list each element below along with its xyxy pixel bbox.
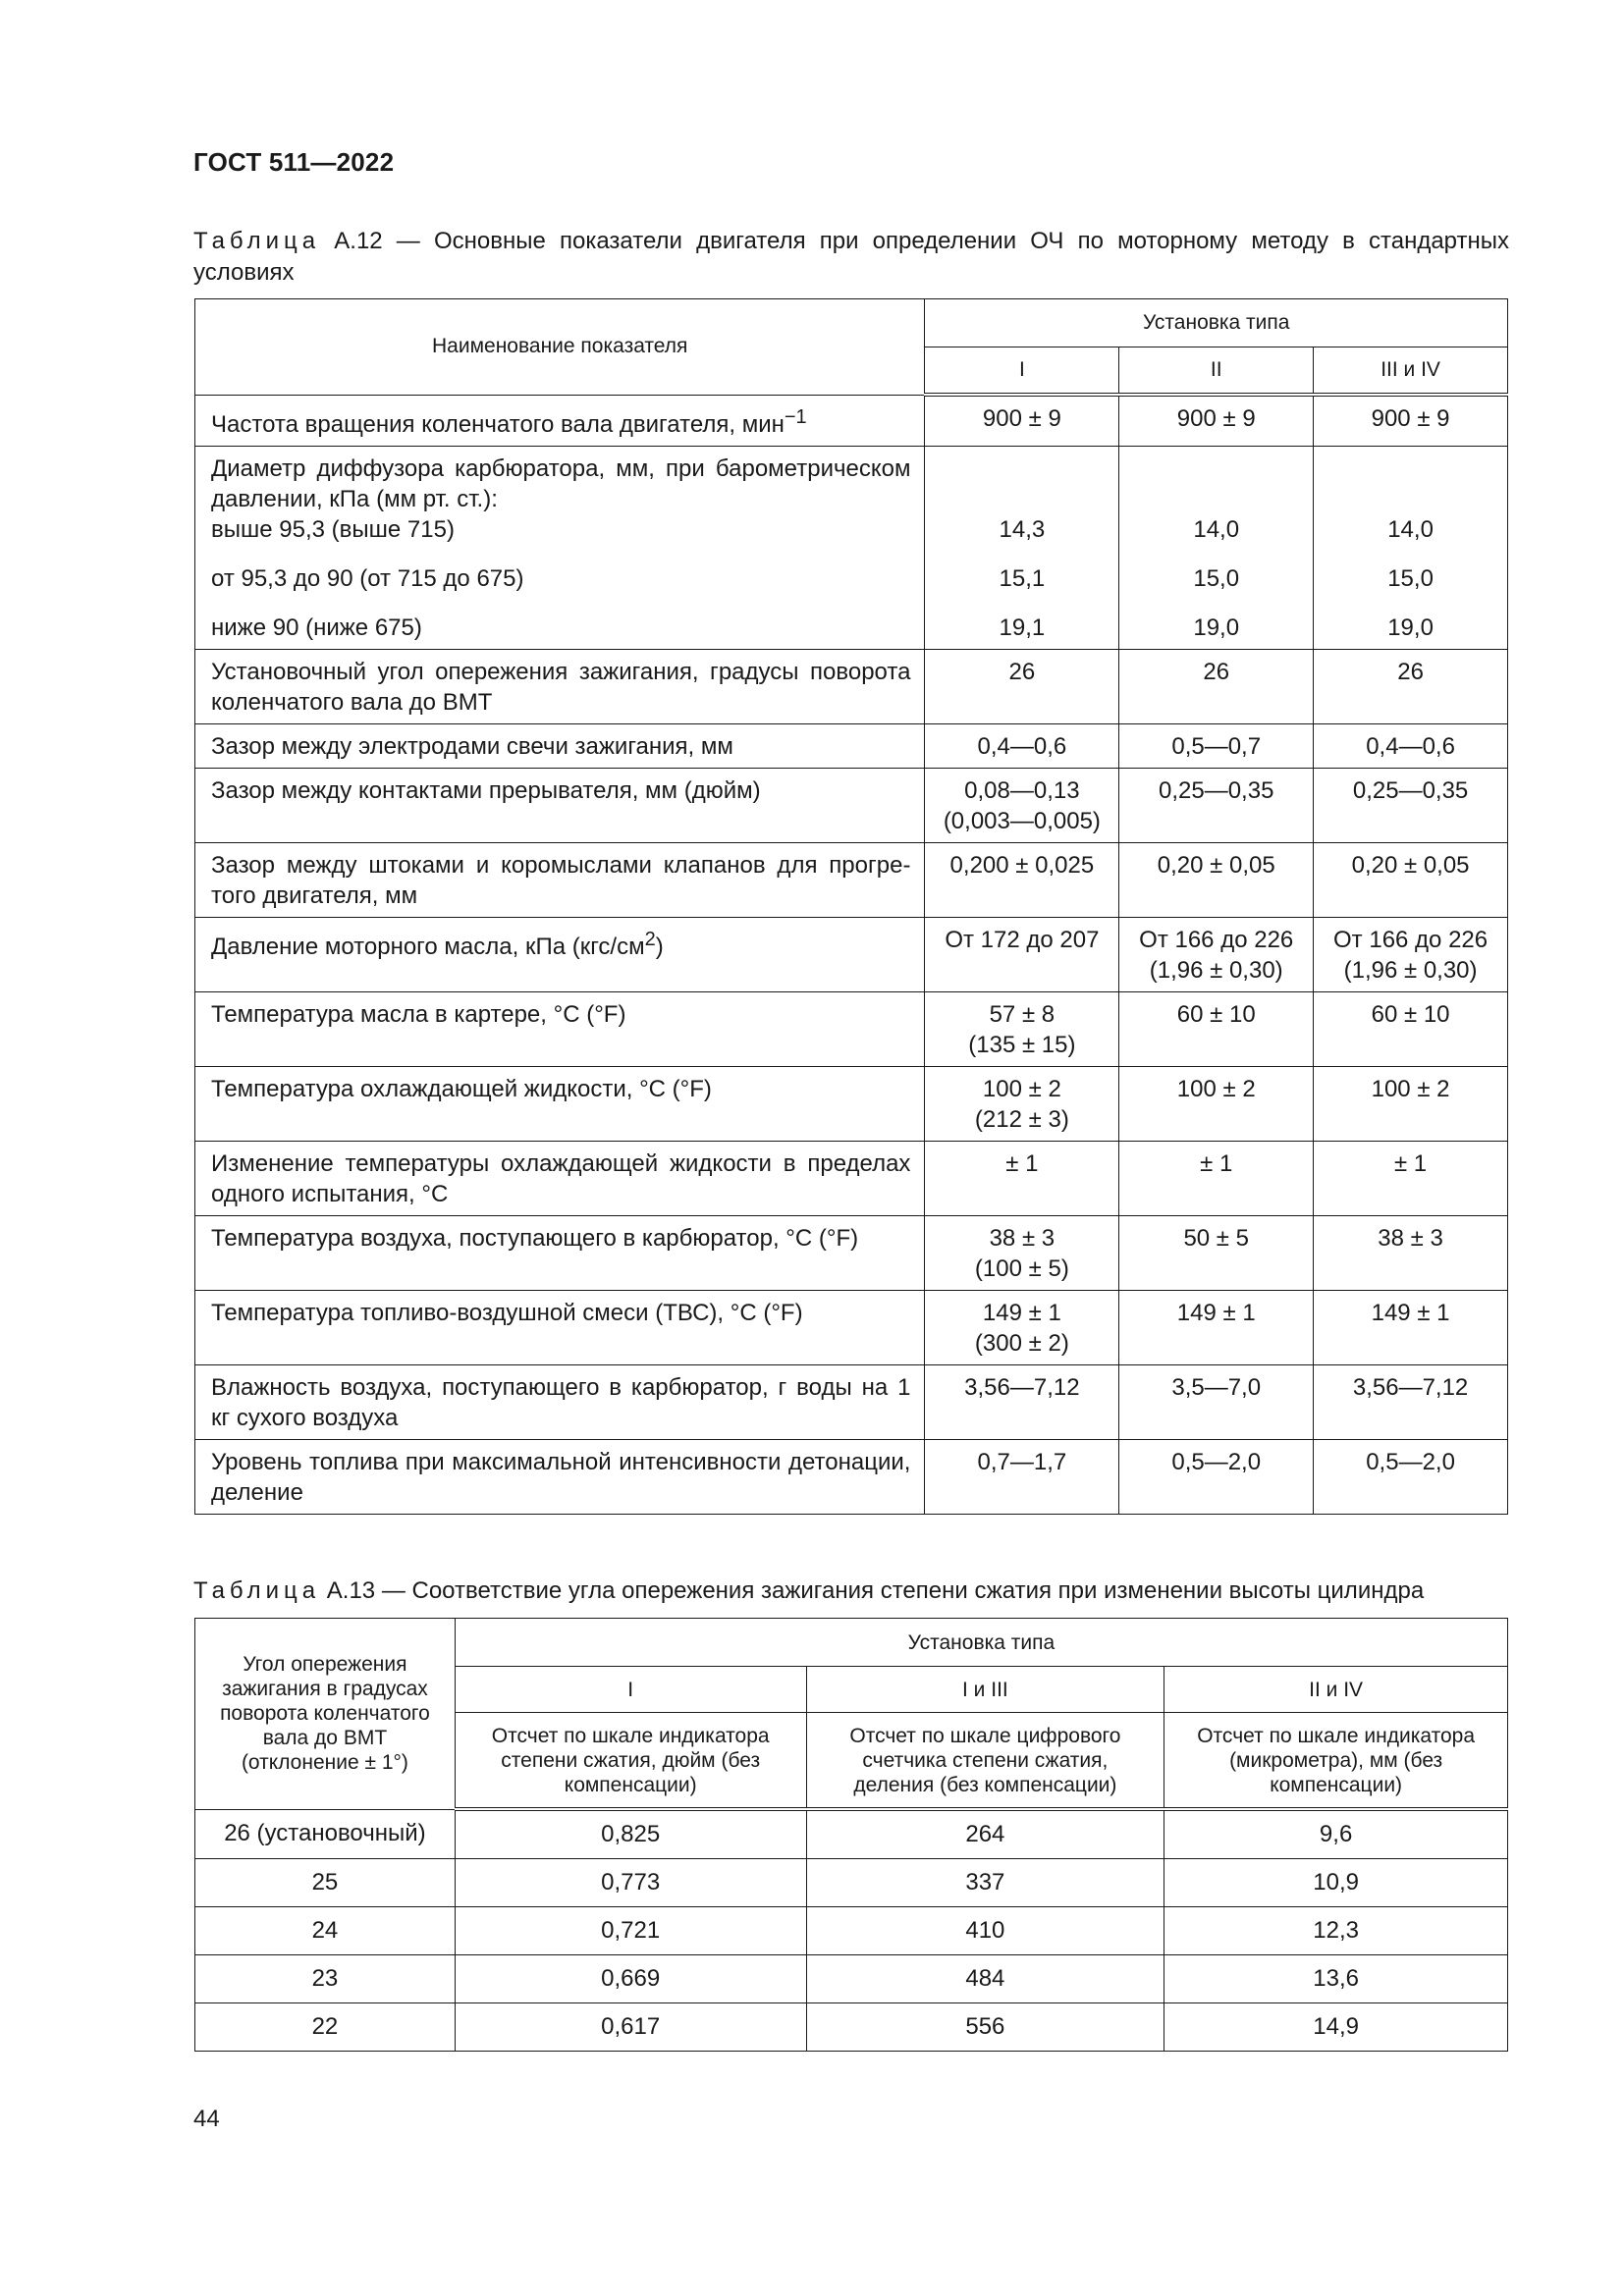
header-type-3: II и IV — [1164, 1667, 1508, 1713]
cell-value: 100 ± 2 — [1119, 1066, 1314, 1141]
superscript: −1 — [784, 405, 807, 428]
table-row — [195, 1290, 1508, 1364]
row-label: Диаметр диффузора карбюратора, мм, при барометрическом давлении, кПа (мм рт. ст.): — [211, 454, 911, 512]
table-a13-caption — [193, 1575, 1509, 1607]
table-row — [195, 446, 1508, 649]
row-label: Температура охлаждающей жидкости, °С (°F) — [195, 1066, 925, 1141]
header-desc-3: Отсчет по шкале индикатора (микрометра), мм (без компенсации) — [1164, 1713, 1508, 1810]
header-desc-2: Отсчет по шкале цифрового счетчика степени сжатия, деления (без компенсации) — [806, 1713, 1164, 1810]
header-installation-type: Установка типа — [925, 299, 1508, 347]
row-label: Давление моторного масла, кПа (кгс/см — [211, 933, 645, 960]
table-row — [195, 1907, 1508, 1955]
cell-value: 22 — [195, 2003, 456, 2052]
cell-value: 14,9 — [1164, 2003, 1508, 2052]
header-indicator-name: Наименование показателя — [195, 299, 925, 396]
cell-value: От 166 до 226 — [1139, 926, 1294, 953]
cell-value: От 172 до 207 — [925, 917, 1119, 991]
table-a13 — [194, 1618, 1508, 2052]
cell-value: 38 ± 3 — [989, 1224, 1056, 1252]
cell-value: (300 ± 2) — [974, 1329, 1069, 1357]
cell-value: 100 ± 2 — [1314, 1066, 1508, 1141]
table-row — [195, 1809, 1508, 1859]
cell-value: ± 1 — [1119, 1141, 1314, 1215]
table-row — [195, 991, 1508, 1066]
cell-value: 3,56—7,12 — [1314, 1364, 1508, 1439]
cell-value: 0,4—0,6 — [1314, 723, 1508, 768]
cell-value: 24 — [195, 1907, 456, 1955]
row-label: Установочный угол опережения зажигания, градусы поворота коленчатого вала до ВМТ — [195, 649, 925, 723]
table-row — [195, 2003, 1508, 2052]
table-a12-caption — [193, 226, 1509, 289]
cell-value: 900 ± 9 — [1119, 395, 1314, 446]
cell-value: 15,0 — [1387, 564, 1434, 592]
header-type-2: II — [1119, 347, 1314, 396]
cell-value: 14,3 — [999, 515, 1046, 543]
table-row — [195, 649, 1508, 723]
cell-value: 38 ± 3 — [1314, 1215, 1508, 1290]
cell-value: 0,5—2,0 — [1314, 1439, 1508, 1514]
cell-value: 0,721 — [455, 1907, 806, 1955]
cell-value: 3,5—7,0 — [1119, 1364, 1314, 1439]
superscript: 2 — [644, 928, 656, 950]
cell-value: 60 ± 10 — [1314, 991, 1508, 1066]
cell-value: 149 ± 1 — [1119, 1290, 1314, 1364]
table-row — [195, 842, 1508, 917]
cell-value: 0,08—0,13 — [964, 776, 1080, 804]
cell-value: 410 — [806, 1907, 1164, 1955]
cell-value: (135 ± 15) — [968, 1031, 1076, 1058]
cell-value: 0,825 — [455, 1809, 806, 1859]
table-row — [195, 1439, 1508, 1514]
cell-value: 900 ± 9 — [925, 395, 1119, 446]
header-type-3: III и IV — [1314, 347, 1508, 396]
cell-value: 0,669 — [455, 1955, 806, 2003]
row-sublabel: выше 95,3 (выше 715) — [211, 515, 455, 543]
cell-value: 337 — [806, 1859, 1164, 1907]
cell-value: 0,20 ± 0,05 — [1314, 842, 1508, 917]
cell-value: 50 ± 5 — [1119, 1215, 1314, 1290]
cell-value: 264 — [806, 1809, 1164, 1859]
cell-value: 15,1 — [999, 564, 1046, 592]
cell-value: 0,773 — [455, 1859, 806, 1907]
cell-value: 3,56—7,12 — [925, 1364, 1119, 1439]
cell-value: 19,0 — [1193, 614, 1240, 641]
cell-value: 23 — [195, 1955, 456, 2003]
cell-value: 0,5—0,7 — [1119, 723, 1314, 768]
table-row — [195, 1955, 1508, 2003]
table-row — [195, 1859, 1508, 1907]
caption-label: Таблица — [193, 1577, 321, 1604]
cell-value: 13,6 — [1164, 1955, 1508, 2003]
cell-value: 26 — [925, 649, 1119, 723]
cell-value: 26 — [1119, 649, 1314, 723]
header-type-1: I — [455, 1667, 806, 1713]
header-type-1: I — [925, 347, 1119, 396]
table-a12 — [194, 298, 1508, 1515]
cell-value: (0,003—0,005) — [943, 807, 1101, 834]
cell-value: 0,4—0,6 — [925, 723, 1119, 768]
cell-value: 10,9 — [1164, 1859, 1508, 1907]
cell-value: (1,96 ± 0,30) — [1343, 956, 1478, 984]
page-number: 44 — [193, 2106, 220, 2132]
cell-value: 14,0 — [1387, 515, 1434, 543]
cell-value: 149 ± 1 — [1314, 1290, 1508, 1364]
row-label: Температура топливо-воздушной смеси (ТВС), °С (°F) — [195, 1290, 925, 1364]
cell-value: 149 ± 1 — [982, 1299, 1061, 1326]
cell-value: 9,6 — [1164, 1809, 1508, 1859]
table-row — [195, 1364, 1508, 1439]
row-label-end: ) — [655, 933, 664, 960]
table-row — [195, 1141, 1508, 1215]
row-label: Зазор между контактами прерывателя, мм (дюйм) — [195, 768, 925, 842]
cell-value: 0,200 ± 0,025 — [925, 842, 1119, 917]
row-label: Температура воздуха, поступающего в карбюратор, °С (°F) — [195, 1215, 925, 1290]
row-label: Температура масла в картере, °С (°F) — [195, 991, 925, 1066]
header-type-2: I и III — [806, 1667, 1164, 1713]
cell-value: 0,20 ± 0,05 — [1119, 842, 1314, 917]
cell-value: 0,25—0,35 — [1119, 768, 1314, 842]
cell-value: 484 — [806, 1955, 1164, 2003]
cell-value: От 166 до 226 — [1333, 926, 1489, 953]
cell-value: 12,3 — [1164, 1907, 1508, 1955]
cell-value: 100 ± 2 — [982, 1075, 1061, 1102]
table-row — [195, 723, 1508, 768]
header-desc-1: Отсчет по шкале индикатора степени сжатия, дюйм (без компенсации) — [455, 1713, 806, 1810]
caption-text: А.13 — Соответствие угла опережения зажигания степени сжатия при изменении высоты цилиндра — [320, 1577, 1425, 1604]
cell-value: (100 ± 5) — [974, 1255, 1069, 1282]
cell-value: 0,617 — [455, 2003, 806, 2052]
cell-value: 0,7—1,7 — [925, 1439, 1119, 1514]
row-label: Изменение температуры охлаждающей жидкости в пределах одного испытания, °С — [195, 1141, 925, 1215]
row-label: Частота вращения коленчатого вала двигателя, мин — [211, 410, 785, 438]
cell-value: 19,0 — [1387, 614, 1434, 641]
table-row — [195, 917, 1508, 991]
cell-value: ± 1 — [925, 1141, 1119, 1215]
row-label: Зазор между электродами свечи зажигания, мм — [195, 723, 925, 768]
cell-value: (212 ± 3) — [974, 1105, 1069, 1133]
cell-value: 900 ± 9 — [1314, 395, 1508, 446]
cell-value: 0,25—0,35 — [1314, 768, 1508, 842]
row-sublabel: ниже 90 (ниже 675) — [211, 614, 422, 641]
cell-value: 57 ± 8 — [989, 1000, 1056, 1028]
row-label: Уровень топлива при максимальной интенсивности детонации, деление — [195, 1439, 925, 1514]
cell-value: 556 — [806, 2003, 1164, 2052]
cell-value: 26 — [1314, 649, 1508, 723]
cell-value: ± 1 — [1314, 1141, 1508, 1215]
row-label: Зазор между штоками и коромыслами клапанов для прогретого двигателя, мм — [195, 842, 925, 917]
table-row — [195, 395, 1508, 446]
table-row — [195, 1066, 1508, 1141]
cell-value: 15,0 — [1193, 564, 1240, 592]
table-row — [195, 1215, 1508, 1290]
caption-text: А.12 — Основные показатели двигателя при определении ОЧ по моторному методу в стандартных условиях — [193, 228, 1509, 286]
cell-value: 14,0 — [1193, 515, 1240, 543]
row-label: Влажность воздуха, поступающего в карбюратор, г воды на 1 кг сухого воздуха — [195, 1364, 925, 1439]
cell-value: (1,96 ± 0,30) — [1149, 956, 1283, 984]
cell-value: 25 — [195, 1859, 456, 1907]
cell-value: 60 ± 10 — [1119, 991, 1314, 1066]
header-installation-type: Установка типа — [455, 1619, 1507, 1667]
cell-value: 19,1 — [999, 614, 1046, 641]
row-sublabel: от 95,3 до 90 (от 715 до 675) — [211, 564, 524, 592]
table-row — [195, 768, 1508, 842]
header-ignition-angle: Угол опережения зажигания в градусах поворота коленчатого вала до ВМТ (отклонение ± 1°) — [195, 1619, 456, 1810]
cell-value: 0,5—2,0 — [1119, 1439, 1314, 1514]
cell-value: 26 (установочный) — [195, 1809, 456, 1859]
document-header: ГОСТ 511—2022 — [193, 147, 395, 177]
caption-label: Таблица — [193, 228, 321, 254]
